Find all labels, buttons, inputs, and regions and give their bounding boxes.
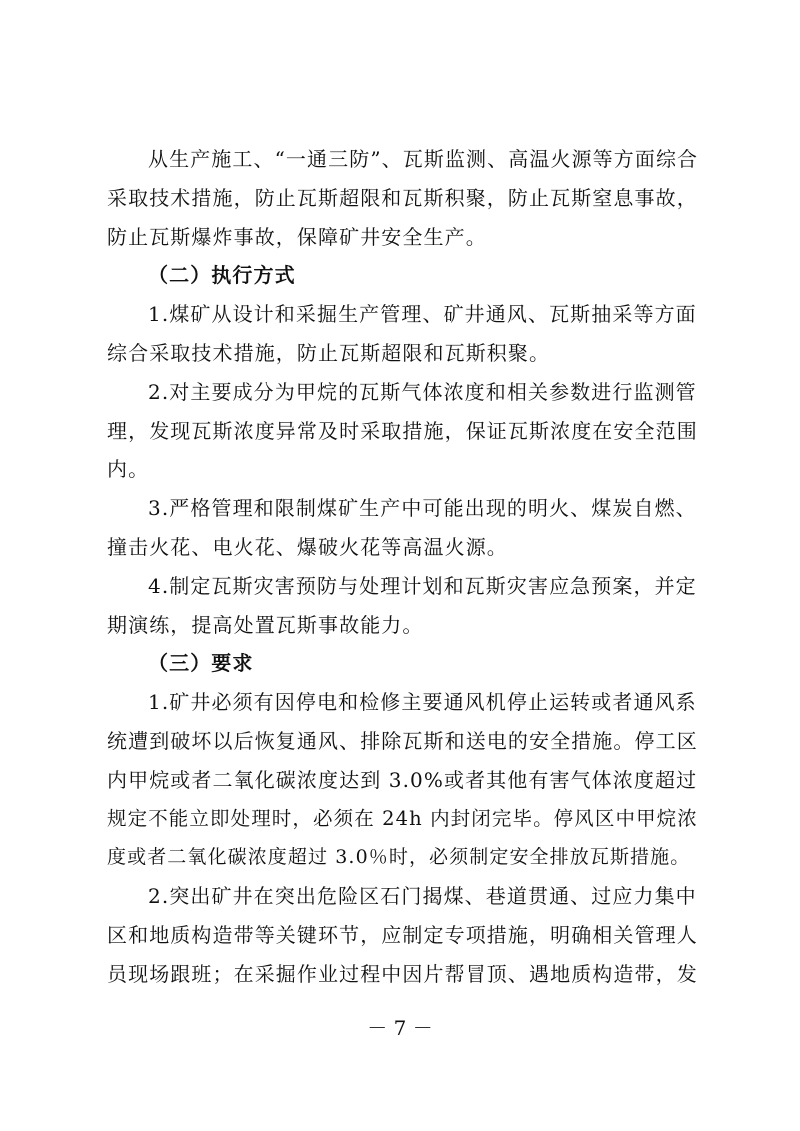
body-text: [107, 140, 697, 994]
text-line: 员现场跟班；在采掘作业过程中因片帮冒顶、遇地质构造带，发: [107, 961, 698, 986]
text-line: 内。: [107, 457, 150, 482]
text-line: 期演练，提高处置瓦斯事故能力。: [107, 612, 424, 637]
text-line: 撞击火花、电火花、爆破火花等高温火源。: [107, 534, 508, 559]
text-line: 规定不能立即处理时，必须在 24h 内封闭完毕。停风区中甲烷浓: [107, 806, 698, 830]
text-line: 2.突出矿井在突出危险区石门揭煤、巷道贯通、过应力集中: [148, 884, 697, 909]
text-line: 3.严格管理和限制煤矿生产中可能出现的明火、煤炭自燃、: [148, 496, 697, 521]
text-line: 防止瓦斯爆炸事故，保障矿井安全生产。: [107, 224, 487, 249]
page-number: － 7 －: [367, 1016, 433, 1040]
text-line: 理，发现瓦斯浓度异常及时采取措施，保证瓦斯浓度在安全范围: [107, 418, 698, 443]
text-line: 1.矿井必须有因停电和检修主要通风机停止运转或者通风系: [148, 690, 697, 715]
text-line: 区和地质构造带等关键环节，应制定专项措施，明确相关管理人: [107, 922, 698, 947]
text-line: 采取技术措施，防止瓦斯超限和瓦斯积聚，防止瓦斯窒息事故，: [107, 185, 698, 210]
text-line: 2.对主要成分为甲烷的瓦斯气体浓度和相关参数进行监测管: [148, 379, 697, 404]
section-heading-execution-method: （二）执行方式: [148, 263, 296, 288]
text-line: 统遭到破坏以后恢复通风、排除瓦斯和送电的安全措施。停工区: [107, 728, 698, 753]
text-line: 度或者二氧化碳浓度超过 3.0％时，必须制定安全排放瓦斯措施。: [107, 846, 691, 869]
text-line: 1.煤矿从设计和采掘生产管理、矿井通风、瓦斯抽采等方面: [148, 302, 697, 327]
section-heading-requirements: （三）要求: [148, 651, 254, 676]
text-line: 内甲烷或者二氧化碳浓度达到 3.0%或者其他有害气体浓度超过: [107, 767, 698, 792]
text-line: 综合采取技术措施，防止瓦斯超限和瓦斯积聚。: [107, 340, 551, 365]
text-line: 4.制定瓦斯灾害预防与处理计划和瓦斯灾害应急预案，并定: [148, 573, 697, 598]
text-line: 从生产施工、“一通三防”、瓦斯监测、高温火源等方面综合: [148, 147, 699, 171]
